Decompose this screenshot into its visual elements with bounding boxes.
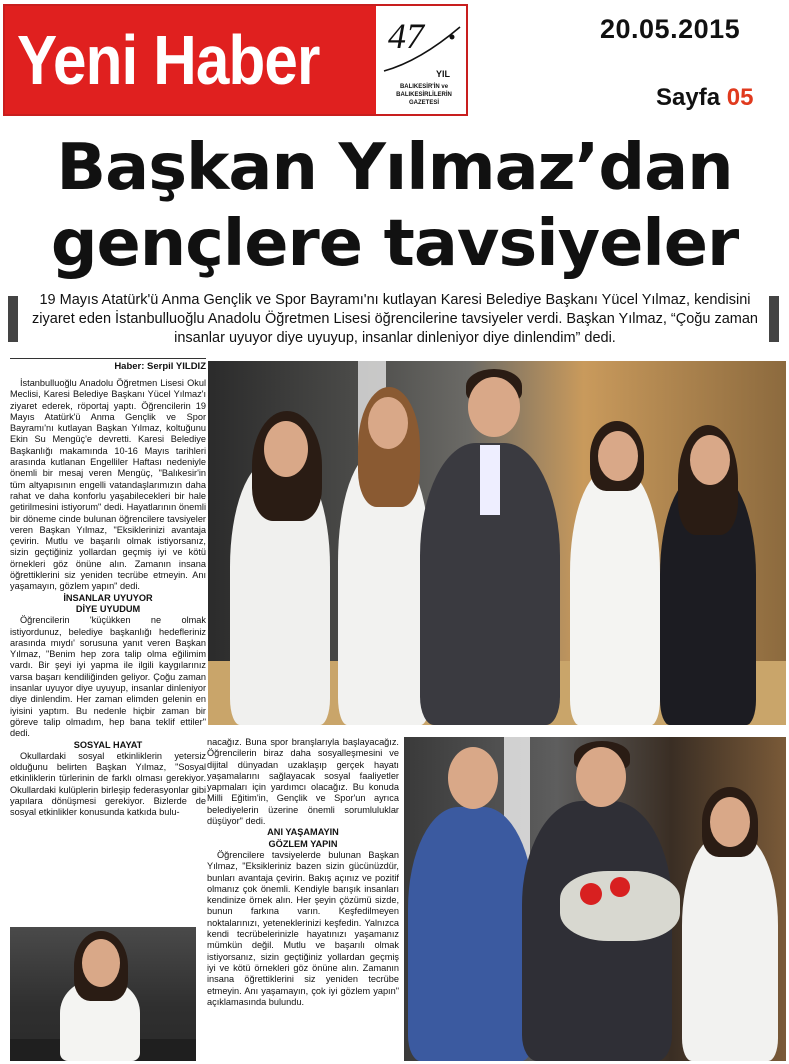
newspaper-title: Yeni Haber — [17, 21, 320, 99]
headline-line1: Başkan Yılmaz’dan — [56, 131, 733, 205]
lead-bracket-left — [8, 296, 18, 342]
person-2-face — [368, 397, 408, 449]
person-man-plaid — [408, 807, 534, 1061]
masthead — [3, 4, 468, 116]
col2-subheading-1b: GÖZLEM YAPIN — [268, 838, 338, 849]
girl-face — [710, 797, 750, 847]
anniversary-number: 47 — [388, 16, 424, 56]
secondary-photo — [404, 737, 786, 1061]
person-1-face — [264, 421, 308, 477]
mayor-face — [468, 377, 520, 437]
student-at-desk-photo — [10, 927, 196, 1061]
article-column-1 — [10, 378, 206, 924]
lead-bracket-right — [769, 296, 779, 342]
byline: Haber: Serpil YILDIZ — [114, 361, 206, 372]
issue-date: 20.05.2015 — [600, 14, 741, 44]
headline-line2: gençlere tavsiyeler — [50, 207, 739, 281]
person-3 — [570, 471, 660, 725]
anniversary-swoosh-icon — [380, 9, 464, 79]
mayor-face — [576, 747, 626, 807]
col1-subheading-2: SOSYAL HAYAT — [73, 739, 143, 750]
headline — [0, 130, 789, 282]
mayor-shirt — [480, 445, 500, 515]
page-indicator — [656, 84, 753, 112]
page-number: 05 — [726, 84, 754, 111]
person-4-face — [690, 435, 730, 485]
red-flower — [610, 877, 630, 897]
col2-paragraph-1: nacağız. Buna spor branşlarıyla başlayacağız. Öğrencilerin biraz daha sosyalleşmesini ve dijital dünyadan uzaklaşıp gerçek hayatı yaşamalarını sağlayacak sosyal faaliyetler yapmaları için yardımcı olacağız. Bu konuda Milli Eğitim'in, Gençlik ve Spor'un ayrıca belediyelerin üzerine önemli sorumluluklar düşüyor" dedi. — [207, 737, 399, 827]
man-plaid-face — [448, 747, 498, 809]
main-photo — [208, 361, 786, 725]
person-girl — [682, 835, 778, 1061]
red-flower — [580, 883, 602, 905]
col1-subheading-1a: İNSANLAR UYUYOR — [63, 592, 153, 603]
anniversary-unit: YIL — [436, 69, 451, 79]
person-3-face — [598, 431, 638, 481]
masthead-tagline: BALIKESİR'İN ve BALIKESİRLİLERİN GAZETESİ — [396, 84, 452, 106]
page-label: Sayfa — [656, 84, 721, 111]
col1-subheading-1b: DİYE UYUDUM — [75, 603, 141, 614]
col1-paragraph-1: İstanbulluoğlu Anadolu Öğretmen Lisesi Okul Meclisi, Karesi Belediye Başkanı Yücel Yılmaz'ı ziyaret ederek, röportaj yaptı. Öğrencilerin 19 Mayıs Atatürk'ü Anma Gençlik ve Spor Bayramı'nı kutlayan Başkan Yılmaz, koltuğunu Ekin Su Mengüç'e devretti. Karesi Belediye Başkanlığı makamında 10-16 Mayıs tarihleri arasında kutlanan Engelliler Haftası nedeniyle önemli bir mesaj veren Mengüç, "Balıkesir'in tüm altyapısının engelli vatandaşlarımızın daha rahat ve daha konforlu yaşabilecekleri bir hale getirilmesini istiyorum" dedi. Hayatlarının önemli bir döneme cinde bulunan öğrencilere tavsiyeler veren Başkan Yılmaz, "Eksiklerinizi avantaja çevirin. Mutlu ve başarılı olmak istiyorsanız, sizin geçtiğiniz yollardan geçmiş iyi ve kötü örnekleri göz önüne alın. Zamanın insana öğrettiklerini siz yeniden tecrübe etmeyin. Anı yaşamayın, gözlem yapın" dedi. — [10, 378, 206, 592]
col2-paragraph-2: Öğrencilere tavsiyelerde bulunan Başkan Yılmaz, "Eksikleriniz bazen sizin gücünüzdür, bunları avantaja çevirin. Bakış açınız ve pozitif olmanız çok önemli. Kendiyle barışık insanları kendinize örnek alın. Her şeyin çözümü sizde, bunun farkına varın. Keşfedilmeyen noktalarınızı, yeteneklerinizi keşfedin. Yalnızca kendi tecrübelerinizle hayatınızı yaşamanız mümkün değil. Mutlu ve başarılı olmak istiyorsanız, sizin geçtiğiniz yollardan geçmiş iyi ve kötü örnekleri göz önüne alın. Zamanın insana öğrettiklerini siz yeniden tecrübe etmeyin. Anı yaşamayın, çok iyi gözlem yapın" açıklamasında bulundu. — [207, 849, 399, 1007]
col1-paragraph-3: Okullardaki sosyal etkinliklerin yetersiz olduğunu belirten Başkan Yılmaz, "Sosyal etkinliklerin türlerinin de farklı olması gerekiyor. Okullardaki kulüplerin birleşip federasyonlar gibi yapılara dönüşmesi gerekiyor. Bizlerde de sosyal etkinlikler konusunda katkıda bulu- — [10, 750, 206, 818]
lead-paragraph: 19 Mayıs Atatürk'ü Anma Gençlik ve Spor Bayramı'nı kutlayan Karesi Belediye Başkanı Yücel Yılmaz, kendisini ziyaret eden İstanbulluoğlu Anadolu Öğretmen Lisesi öğrencilerine tavsiyeler verdi. Başkan Yılmaz, “Çoğu zaman insanlar uyuyor diye uyuyup, insanlar dinleniyor diye dinlendim” dedi. — [32, 292, 758, 346]
anniversary-logo — [380, 9, 464, 111]
col1-paragraph-2: Öğrencilerin 'küçükken ne olmak istiyordunuz, belediye başkanlığı hedefleriniz arasında mıydı' sorusuna yanıt veren Başkan Yılmaz, "Benim hep zora talip olma eğilimim vardı. Bir şeyi iyi yapma ile ilgili kaygılarınız varsa başarı kendiliğinden geliyor. Çoğu zaman insanlar uyuyor diye uyuyup, insanlar dinleniyor diye dinlendim. Her zaman elimden gelenin en iyisini yaptım. Bu nedenle hiçbir zaman bir göreve talip olmadım, hep bana teklif ettiler" dedi. — [10, 615, 206, 739]
article-column-2 — [207, 737, 399, 1061]
col2-subheading-1a: ANI YAŞAMAYIN — [267, 827, 339, 838]
student-face — [82, 939, 120, 987]
byline-divider — [10, 358, 206, 359]
masthead-red-block — [5, 6, 376, 114]
